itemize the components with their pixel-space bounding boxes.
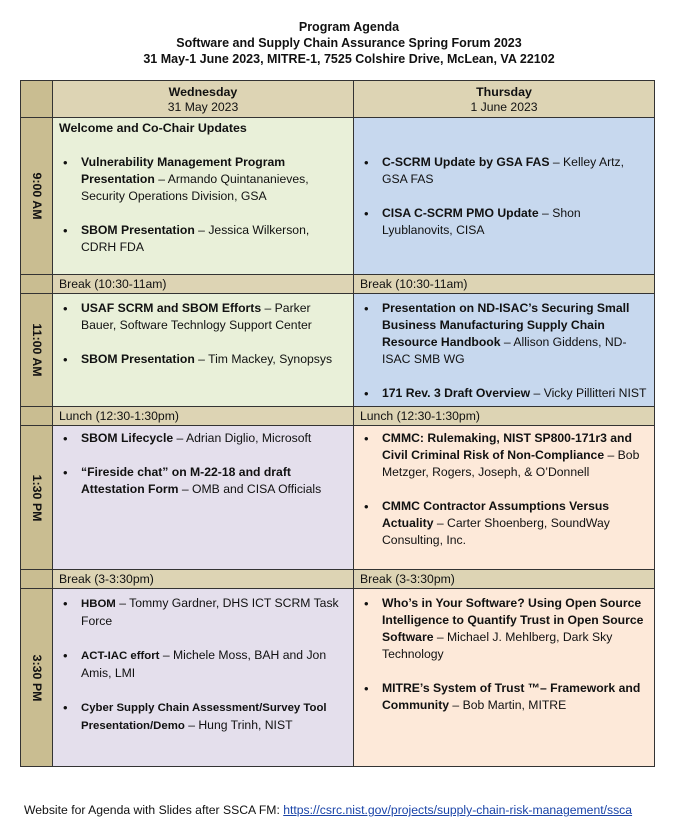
agenda-item: • MITRE’s System of Trust ™– Framework and Community – Bob Martin, MITRE — [360, 680, 648, 714]
break-label: Lunch (12:30-1:30pm) — [354, 407, 655, 426]
break-label: Lunch (12:30-1:30pm) — [53, 407, 354, 426]
day-name: Thursday — [476, 85, 532, 99]
wed-session-0900 — [53, 118, 354, 275]
time-label: 11:00 AM — [21, 294, 53, 407]
agenda-item: • CMMC Contractor Assumptions Versus Actuality – Carter Shoenberg, SoundWay Consulting, Inc. — [360, 498, 648, 549]
footer-text: Website for Agenda with Slides after SSCA FM: — [24, 803, 284, 817]
thu-session-1530 — [354, 589, 655, 767]
day-header-thursday — [354, 81, 655, 118]
agenda-item: • ACT-IAC effort – Michele Moss, BAH and Jon Amis, LMI — [59, 647, 347, 682]
agenda-item: • Vulnerability Management Program Presentation – Armando Quintananieves, Security Operations Division, GSA — [59, 154, 347, 205]
agenda-title: Program Agenda — [298, 20, 400, 34]
agenda-item: • “Fireside chat” on M-22-18 and draft Attestation Form – OMB and CISA Officials — [59, 464, 347, 498]
agenda-item: • Presentation on ND-ISAC’s Securing Small Business Manufacturing Supply Chain Resource Handbook – Allison Giddens, ND-ISAC SMB WG — [360, 300, 648, 368]
agenda-item: • SBOM Presentation – Tim Mackey, Synopsys — [59, 351, 347, 368]
session-row-1530 — [21, 589, 655, 767]
agenda-item: • CMMC: Rulemaking, NIST SP800-171r3 and Civil Criminal Risk of Non-Compliance – Bob Metzger, Rogers, Joseph, & O’Donnell — [360, 430, 648, 481]
session-heading: Welcome and Co-Chair Updates — [59, 121, 247, 135]
day-date: 31 May 2023 — [167, 100, 239, 114]
wed-session-1100 — [53, 294, 354, 407]
time-label: 1:30 PM — [21, 426, 53, 570]
break-label: Break (10:30-11am) — [354, 275, 655, 294]
wed-session-1330 — [53, 426, 354, 570]
session-row-1330 — [21, 426, 655, 570]
agenda-item: • CISA C-SCRM PMO Update – Shon Lyublanovits, CISA — [360, 205, 648, 239]
session-row-1100 — [21, 294, 655, 407]
thu-session-1330 — [354, 426, 655, 570]
agenda-website-link[interactable]: https://csrc.nist.gov/projects/supply-chain-risk-management/ssca — [283, 803, 633, 817]
forum-dates-location: 31 May-1 June 2023, MITRE-1, 7525 Colshire Drive, McLean, VA 22102 — [143, 52, 555, 66]
forum-name: Software and Supply Chain Assurance Spring Forum 2023 — [176, 36, 522, 50]
lunch-row — [21, 407, 655, 426]
day-date: 1 June 2023 — [470, 100, 538, 114]
time-label: 9:00 AM — [21, 118, 53, 275]
thu-session-1100 — [354, 294, 655, 407]
header-row — [21, 81, 655, 118]
break-row — [21, 570, 655, 589]
session-row-0900 — [21, 118, 655, 275]
agenda-item: • 171 Rev. 3 Draft Overview – Vicky Pillitteri NIST — [360, 385, 648, 402]
footer-note — [24, 803, 632, 817]
day-header-wednesday — [53, 81, 354, 118]
agenda-item: • Who’s in Your Software? Using Open Source Intelligence to Quantify Trust in Open Source Software – Michael J. Mehlberg, Dark Sky Technology — [360, 595, 648, 663]
agenda-item: • USAF SCRM and SBOM Efforts – Parker Bauer, Software Technlogy Support Center — [59, 300, 347, 334]
break-row — [21, 275, 655, 294]
agenda-item: • HBOM – Tommy Gardner, DHS ICT SCRM Task Force — [59, 595, 347, 630]
break-label: Break (10:30-11am) — [53, 275, 354, 294]
agenda-item: • SBOM Lifecycle – Adrian Diglio, Microsoft — [59, 430, 347, 447]
header-corner — [21, 81, 53, 118]
wed-session-1530 — [53, 589, 354, 767]
break-label: Break (3-3:30pm) — [53, 570, 354, 589]
break-label: Break (3-3:30pm) — [354, 570, 655, 589]
day-name: Wednesday — [168, 85, 238, 99]
agenda-table — [20, 80, 655, 767]
time-label: 3:30 PM — [21, 589, 53, 767]
agenda-item: • SBOM Presentation – Jessica Wilkerson, CDRH FDA — [59, 222, 347, 256]
thu-session-0900 — [354, 118, 655, 275]
agenda-item: • Cyber Supply Chain Assessment/Survey Tool Presentation/Demo – Hung Trinh, NIST — [59, 699, 347, 735]
agenda-item: • C-SCRM Update by GSA FAS – Kelley Artz, GSA FAS — [360, 154, 648, 188]
